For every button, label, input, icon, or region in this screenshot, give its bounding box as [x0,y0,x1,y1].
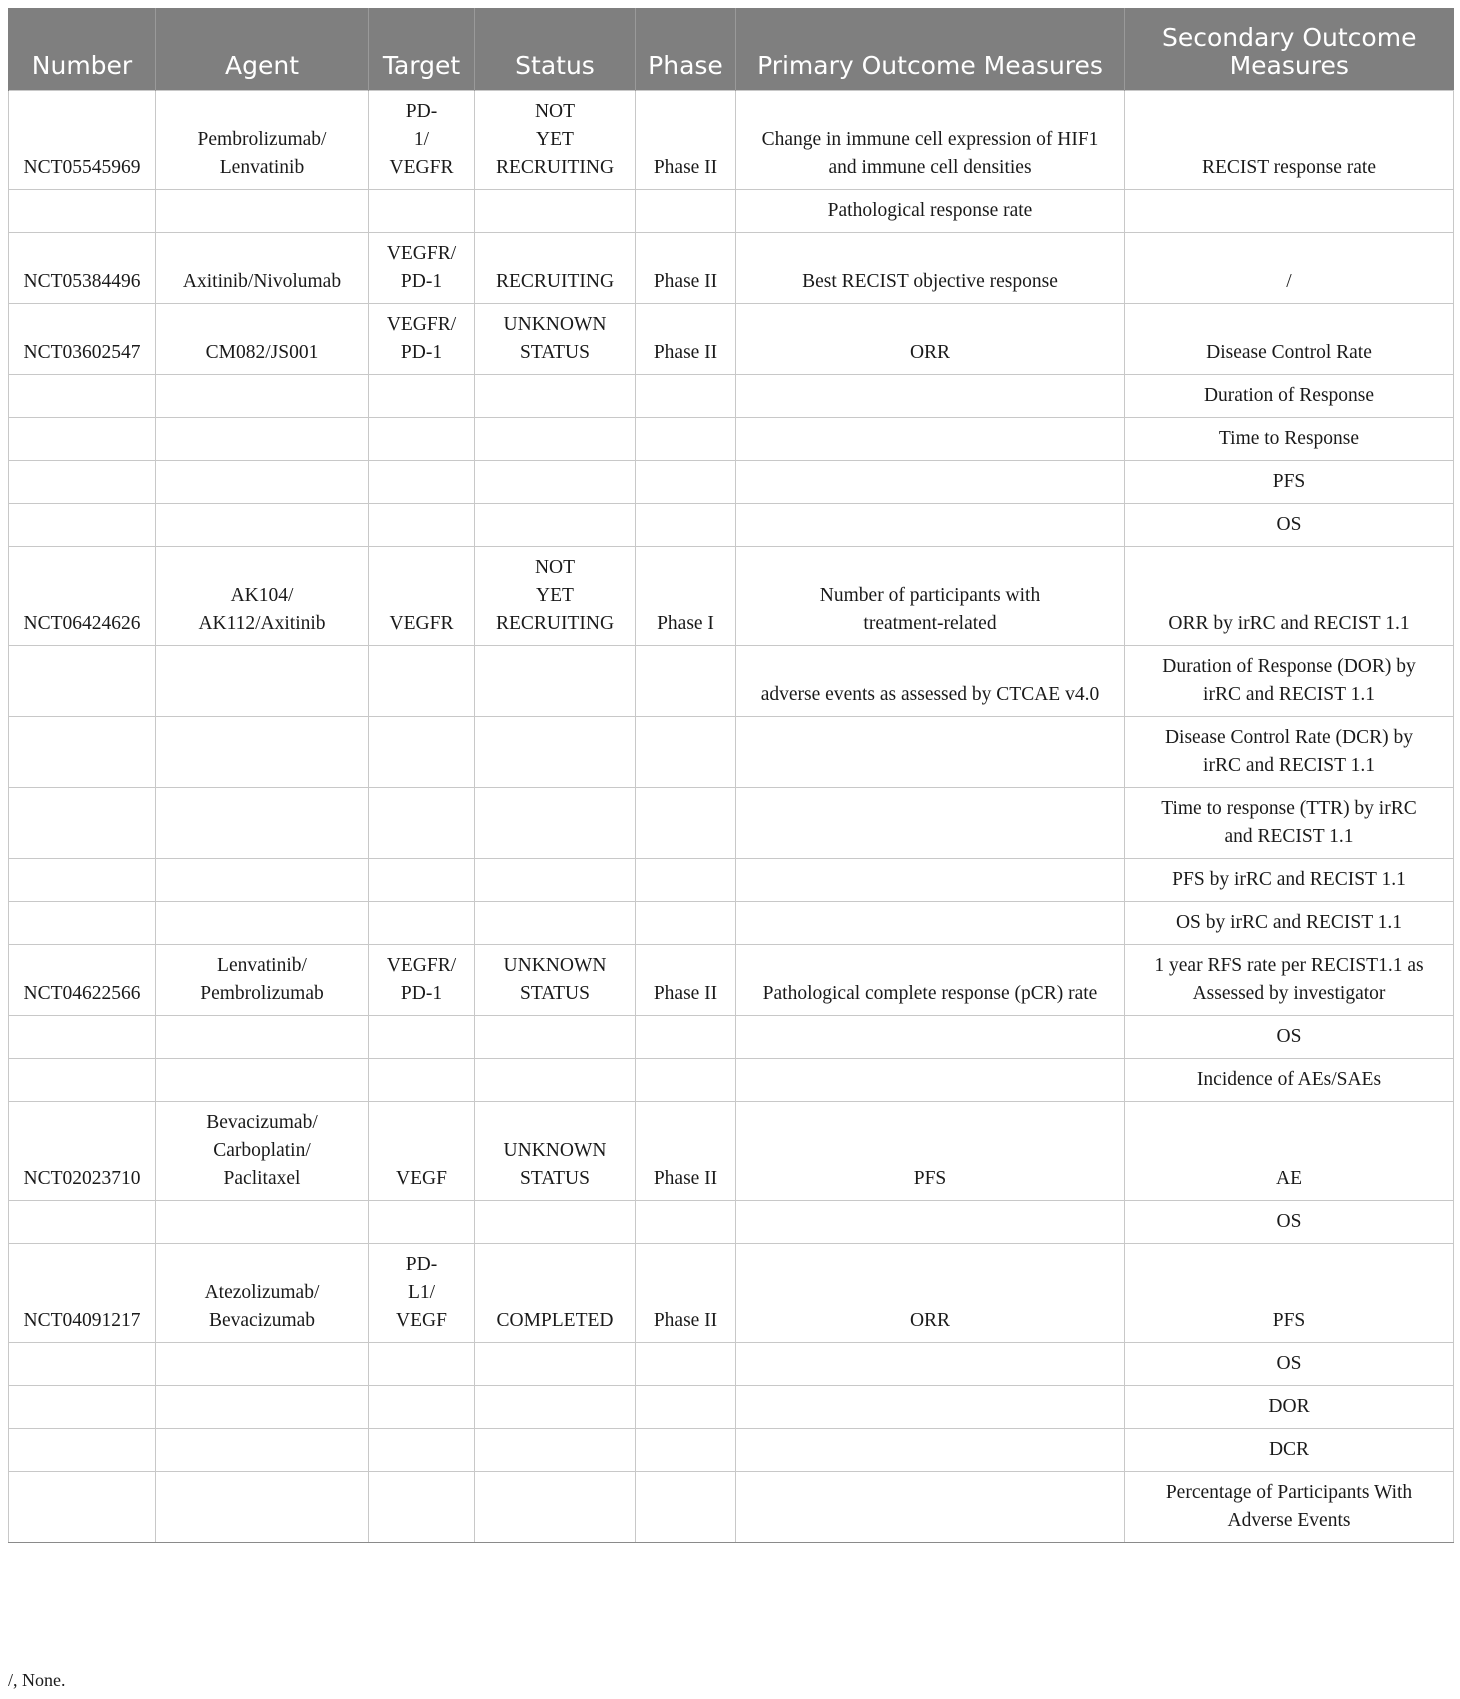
cell-secondary-outcome: Percentage of Participants With Adverse Events [1125,1472,1454,1543]
cell-target [369,461,475,504]
table-row [9,418,1454,461]
cell-number: NCT06424626 [9,547,156,646]
table-row [9,504,1454,547]
cell-target: VEGFR [369,547,475,646]
cell-agent [156,1201,369,1244]
cell-secondary-outcome: ORR by irRC and RECIST 1.1 [1125,547,1454,646]
cell-number: NCT04622566 [9,945,156,1016]
cell-primary-outcome [736,1016,1125,1059]
table-row [9,902,1454,945]
cell-target [369,1386,475,1429]
table-row [9,1244,1454,1343]
cell-phase [636,859,736,902]
cell-number [9,1472,156,1543]
cell-secondary-outcome: Time to Response [1125,418,1454,461]
cell-phase [636,461,736,504]
cell-status [475,1059,636,1102]
cell-target: PD- L1/ VEGF [369,1244,475,1343]
cell-primary-outcome [736,788,1125,859]
cell-target [369,717,475,788]
table-row [9,547,1454,646]
cell-number [9,504,156,547]
cell-target [369,788,475,859]
cell-primary-outcome [736,1059,1125,1102]
cell-status [475,788,636,859]
table-row [9,1472,1454,1543]
cell-status [475,717,636,788]
cell-primary-outcome [736,504,1125,547]
cell-agent: Bevacizumab/ Carboplatin/ Paclitaxel [156,1102,369,1201]
cell-number: NCT04091217 [9,1244,156,1343]
cell-phase [636,1429,736,1472]
cell-agent: AK104/ AK112/Axitinib [156,547,369,646]
cell-phase [636,190,736,233]
cell-phase [636,1343,736,1386]
cell-phase [636,375,736,418]
cell-status [475,859,636,902]
cell-phase: Phase II [636,304,736,375]
cell-phase: Phase II [636,91,736,190]
cell-primary-outcome [736,1386,1125,1429]
table-header [9,8,1454,91]
trials-table-container [8,8,1453,1543]
cell-number [9,859,156,902]
cell-number [9,1016,156,1059]
cell-phase: Phase II [636,945,736,1016]
cell-primary-outcome: adverse events as assessed by CTCAE v4.0 [736,646,1125,717]
cell-secondary-outcome [1125,190,1454,233]
table-row [9,233,1454,304]
cell-primary-outcome [736,418,1125,461]
cell-secondary-outcome: OS [1125,1016,1454,1059]
header-row [9,8,1454,91]
cell-secondary-outcome: OS [1125,1343,1454,1386]
cell-primary-outcome [736,859,1125,902]
cell-status [475,1429,636,1472]
cell-status [475,418,636,461]
cell-phase [636,504,736,547]
cell-number: NCT03602547 [9,304,156,375]
table-row [9,1386,1454,1429]
cell-phase [636,717,736,788]
cell-target: VEGFR/ PD-1 [369,304,475,375]
cell-number [9,1343,156,1386]
cell-status [475,1386,636,1429]
cell-status [475,1472,636,1543]
cell-status [475,1343,636,1386]
cell-target: VEGFR/ PD-1 [369,233,475,304]
table-row [9,1016,1454,1059]
cell-secondary-outcome: Disease Control Rate (DCR) by irRC and RECIST 1.1 [1125,717,1454,788]
cell-phase: Phase II [636,233,736,304]
cell-primary-outcome: Change in immune cell expression of HIF1 and immune cell densities [736,91,1125,190]
cell-number [9,1386,156,1429]
cell-number [9,902,156,945]
cell-secondary-outcome: DCR [1125,1429,1454,1472]
cell-target [369,1016,475,1059]
cell-number [9,788,156,859]
cell-phase [636,902,736,945]
cell-status: RECRUITING [475,233,636,304]
table-row [9,304,1454,375]
cell-primary-outcome: PFS [736,1102,1125,1201]
cell-target [369,1059,475,1102]
cell-agent [156,1016,369,1059]
cell-secondary-outcome: Duration of Response (DOR) by irRC and RECIST 1.1 [1125,646,1454,717]
cell-status [475,1201,636,1244]
table-row [9,1343,1454,1386]
cell-target [369,375,475,418]
cell-secondary-outcome: AE [1125,1102,1454,1201]
cell-target [369,1201,475,1244]
cell-agent [156,788,369,859]
table-row [9,1429,1454,1472]
cell-phase [636,1059,736,1102]
cell-agent [156,646,369,717]
header-target: Target [369,8,475,91]
cell-target [369,1472,475,1543]
table-row [9,461,1454,504]
cell-primary-outcome [736,1429,1125,1472]
cell-number [9,418,156,461]
cell-agent: Atezolizumab/ Bevacizumab [156,1244,369,1343]
cell-primary-outcome [736,717,1125,788]
cell-target: PD- 1/ VEGFR [369,91,475,190]
cell-agent [156,717,369,788]
cell-secondary-outcome: PFS by irRC and RECIST 1.1 [1125,859,1454,902]
table-row [9,1102,1454,1201]
table-footnote: /, None. [8,1670,66,1690]
cell-agent [156,902,369,945]
cell-secondary-outcome: Time to response (TTR) by irRC and RECIST 1.1 [1125,788,1454,859]
cell-secondary-outcome: OS by irRC and RECIST 1.1 [1125,902,1454,945]
cell-number: NCT02023710 [9,1102,156,1201]
header-primary-outcome: Primary Outcome Measures [736,8,1125,91]
cell-target: VEGFR/ PD-1 [369,945,475,1016]
cell-secondary-outcome: PFS [1125,1244,1454,1343]
table-row [9,190,1454,233]
cell-phase: Phase I [636,547,736,646]
cell-secondary-outcome: / [1125,233,1454,304]
cell-number [9,646,156,717]
cell-agent: Pembrolizumab/ Lenvatinib [156,91,369,190]
cell-agent [156,1386,369,1429]
cell-target [369,1343,475,1386]
header-phase: Phase [636,8,736,91]
cell-number: NCT05384496 [9,233,156,304]
cell-secondary-outcome: Incidence of AEs/SAEs [1125,1059,1454,1102]
cell-agent [156,1343,369,1386]
cell-status: NOT YET RECRUITING [475,547,636,646]
cell-status: UNKNOWN STATUS [475,945,636,1016]
table-row [9,646,1454,717]
cell-number [9,461,156,504]
cell-agent [156,504,369,547]
cell-secondary-outcome: Duration of Response [1125,375,1454,418]
cell-phase: Phase II [636,1244,736,1343]
cell-phase [636,1472,736,1543]
cell-primary-outcome [736,902,1125,945]
cell-target [369,646,475,717]
cell-status [475,461,636,504]
cell-primary-outcome [736,1343,1125,1386]
cell-number [9,1429,156,1472]
header-secondary-outcome: Secondary Outcome Measures [1125,8,1454,91]
table-row [9,945,1454,1016]
cell-status [475,1016,636,1059]
cell-target [369,504,475,547]
cell-primary-outcome [736,461,1125,504]
table-row [9,859,1454,902]
cell-status [475,902,636,945]
cell-target [369,190,475,233]
cell-number [9,1059,156,1102]
cell-agent: Lenvatinib/ Pembrolizumab [156,945,369,1016]
cell-agent: CM082/JS001 [156,304,369,375]
clinical-trials-table [8,8,1454,1543]
cell-primary-outcome: Pathological response rate [736,190,1125,233]
cell-agent [156,375,369,418]
cell-phase [636,418,736,461]
cell-secondary-outcome: OS [1125,504,1454,547]
cell-status [475,646,636,717]
cell-secondary-outcome: 1 year RFS rate per RECIST1.1 as Assessed by investigator [1125,945,1454,1016]
cell-agent [156,1472,369,1543]
cell-target: VEGF [369,1102,475,1201]
cell-primary-outcome: Number of participants with treatment-related [736,547,1125,646]
header-agent: Agent [156,8,369,91]
cell-phase [636,1201,736,1244]
cell-primary-outcome: ORR [736,304,1125,375]
cell-agent [156,190,369,233]
header-status: Status [475,8,636,91]
cell-secondary-outcome: OS [1125,1201,1454,1244]
cell-agent: Axitinib/Nivolumab [156,233,369,304]
cell-agent [156,418,369,461]
cell-status [475,375,636,418]
cell-status: UNKNOWN STATUS [475,304,636,375]
cell-status: UNKNOWN STATUS [475,1102,636,1201]
cell-phase: Phase II [636,1102,736,1201]
cell-agent [156,1429,369,1472]
cell-secondary-outcome: Disease Control Rate [1125,304,1454,375]
cell-target [369,859,475,902]
cell-secondary-outcome: DOR [1125,1386,1454,1429]
cell-phase [636,1016,736,1059]
cell-secondary-outcome: RECIST response rate [1125,91,1454,190]
table-row [9,717,1454,788]
cell-agent [156,461,369,504]
cell-number [9,1201,156,1244]
cell-target [369,902,475,945]
cell-agent [156,859,369,902]
cell-secondary-outcome: PFS [1125,461,1454,504]
cell-primary-outcome: Best RECIST objective response [736,233,1125,304]
cell-phase [636,646,736,717]
cell-number [9,375,156,418]
cell-agent [156,1059,369,1102]
cell-primary-outcome: Pathological complete response (pCR) rate [736,945,1125,1016]
table-row [9,375,1454,418]
cell-primary-outcome: ORR [736,1244,1125,1343]
cell-status: COMPLETED [475,1244,636,1343]
table-body [9,91,1454,1543]
cell-target [369,418,475,461]
cell-status [475,190,636,233]
table-row [9,1059,1454,1102]
cell-target [369,1429,475,1472]
cell-primary-outcome [736,1201,1125,1244]
cell-number: NCT05545969 [9,91,156,190]
table-row [9,1201,1454,1244]
cell-primary-outcome [736,1472,1125,1543]
cell-primary-outcome [736,375,1125,418]
cell-phase [636,788,736,859]
cell-phase [636,1386,736,1429]
header-number: Number [9,8,156,91]
cell-status [475,504,636,547]
table-row [9,91,1454,190]
cell-status: NOT YET RECRUITING [475,91,636,190]
cell-number [9,190,156,233]
table-row [9,788,1454,859]
cell-number [9,717,156,788]
